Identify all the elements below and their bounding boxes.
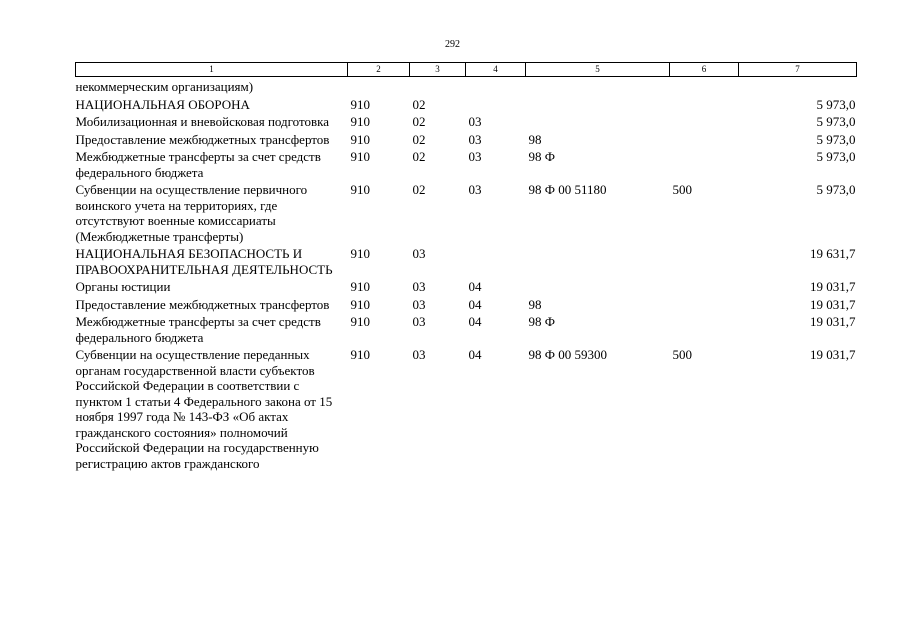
row-name: НАЦИОНАЛЬНАЯ ОБОРОНА	[75, 96, 250, 112]
amount: 5 973,0	[816, 131, 856, 147]
ministry-code: 910	[350, 96, 370, 112]
table-row	[76, 246, 857, 279]
expense-type-code	[670, 149, 739, 182]
expense-type-code	[670, 114, 739, 132]
section-code: 02	[412, 149, 426, 164]
expense-type-code	[670, 132, 739, 150]
row-name: Субвенции на осуществление переданных органам государственной власти субъектов Российской Федерации в соответствии с пунктом 1 статьи 4 Федерального закона от 15 ноября 1997 года № 143-ФЗ «Об актах гражданского состояния» полномочий Российской Федерации на государственную регистрацию актов гражданского	[75, 347, 333, 471]
table-body	[76, 77, 857, 474]
target-item-code	[526, 77, 670, 97]
subsection-code	[466, 77, 526, 97]
ministry-code	[348, 77, 410, 97]
column-header-section: 3	[410, 63, 466, 77]
target-item-code	[526, 97, 670, 115]
expense-type-code: 500	[672, 347, 692, 362]
amount: 5 973,0	[816, 114, 856, 129]
amount	[739, 77, 857, 97]
section-code	[410, 77, 466, 97]
section-code: 02	[412, 131, 426, 147]
subsection-code: 03	[468, 131, 482, 147]
amount: 19 031,7	[810, 314, 856, 329]
section-code: 03	[412, 347, 426, 362]
ministry-code: 910	[350, 246, 370, 261]
table-row	[76, 297, 857, 315]
target-item-code	[526, 279, 670, 297]
table-row	[76, 314, 857, 347]
section-code: 03	[412, 314, 426, 329]
expense-type-code	[670, 97, 739, 115]
budget-table	[75, 62, 857, 473]
section-code: 03	[412, 296, 426, 312]
subsection-code	[466, 97, 526, 115]
subsection-code: 03	[468, 149, 482, 164]
target-item-code: 98	[528, 296, 542, 312]
subsection-code: 04	[468, 347, 482, 362]
expense-type-code	[670, 77, 739, 97]
ministry-code: 910	[350, 149, 370, 164]
page-number: 292	[445, 39, 460, 50]
target-item-code: 98 Ф	[528, 314, 556, 329]
column-header-name: 1	[76, 63, 348, 77]
ministry-code: 910	[350, 314, 370, 329]
row-name: Субвенции на осуществление первичного воинского учета на территориях, где отсутствуют военные комиссариаты (Межбюджетные трансферты)	[75, 182, 308, 244]
target-item-code: 98 Ф	[528, 149, 556, 164]
ministry-code: 910	[350, 347, 370, 362]
amount: 5 973,0	[816, 96, 856, 112]
table-row	[76, 77, 857, 97]
row-name: Предоставление межбюджетных трансфертов	[75, 131, 330, 147]
target-item-code: 98	[528, 131, 542, 147]
table-row	[76, 97, 857, 115]
row-name: НАЦИОНАЛЬНАЯ БЕЗОПАСНОСТЬ И ПРАВООХРАНИТЕЛЬНАЯ ДЕЯТЕЛЬНОСТЬ	[75, 246, 333, 277]
ministry-code: 910	[350, 296, 370, 312]
row-name: Межбюджетные трансферты за счет средств федерального бюджета	[75, 314, 321, 345]
section-code: 03	[412, 246, 426, 261]
subsection-code: 03	[468, 114, 482, 129]
column-header-amount: 7	[739, 63, 857, 77]
table-row	[76, 347, 857, 473]
expense-type-code	[670, 314, 739, 347]
row-name: Межбюджетные трансферты за счет средств федерального бюджета	[75, 149, 321, 180]
amount: 19 631,7	[810, 246, 856, 261]
amount: 5 973,0	[816, 182, 856, 197]
ministry-code: 910	[350, 182, 370, 197]
subsection-code: 04	[468, 314, 482, 329]
target-item-code: 98 Ф 00 51180	[528, 182, 607, 197]
table-row	[76, 182, 857, 246]
table-row	[76, 132, 857, 150]
target-item-code: 98 Ф 00 59300	[528, 347, 608, 362]
table-row	[76, 149, 857, 182]
amount: 19 031,7	[810, 347, 856, 362]
section-code: 03	[412, 279, 426, 294]
subsection-code: 04	[468, 279, 482, 294]
amount: 5 973,0	[816, 149, 856, 164]
subsection-code: 03	[468, 182, 482, 197]
section-code: 02	[412, 114, 426, 129]
header-row	[76, 63, 857, 77]
ministry-code: 910	[350, 279, 370, 294]
ministry-code: 910	[350, 114, 370, 129]
column-header-target-item: 5	[526, 63, 670, 77]
column-header-ministry: 2	[348, 63, 410, 77]
ministry-code: 910	[350, 131, 370, 147]
row-name: некоммерческим организациям)	[75, 79, 254, 94]
column-header-expense-type: 6	[670, 63, 739, 77]
target-item-code	[526, 114, 670, 132]
expense-type-code	[670, 246, 739, 279]
amount: 19 031,7	[810, 279, 856, 294]
table-row	[76, 114, 857, 132]
row-name: Предоставление межбюджетных трансфертов	[75, 296, 330, 312]
subsection-code	[466, 246, 526, 279]
amount: 19 031,7	[810, 296, 856, 312]
expense-type-code	[670, 279, 739, 297]
row-name: Мобилизационная и вневойсковая подготовка	[75, 114, 330, 129]
table-row	[76, 279, 857, 297]
column-header-subsection: 4	[466, 63, 526, 77]
row-name: Органы юстиции	[75, 279, 171, 294]
expense-type-code	[670, 297, 739, 315]
section-code: 02	[412, 96, 426, 112]
section-code: 02	[412, 182, 426, 197]
expense-type-code: 500	[672, 182, 692, 197]
table-header	[76, 63, 857, 77]
subsection-code: 04	[468, 296, 482, 312]
target-item-code	[526, 246, 670, 279]
